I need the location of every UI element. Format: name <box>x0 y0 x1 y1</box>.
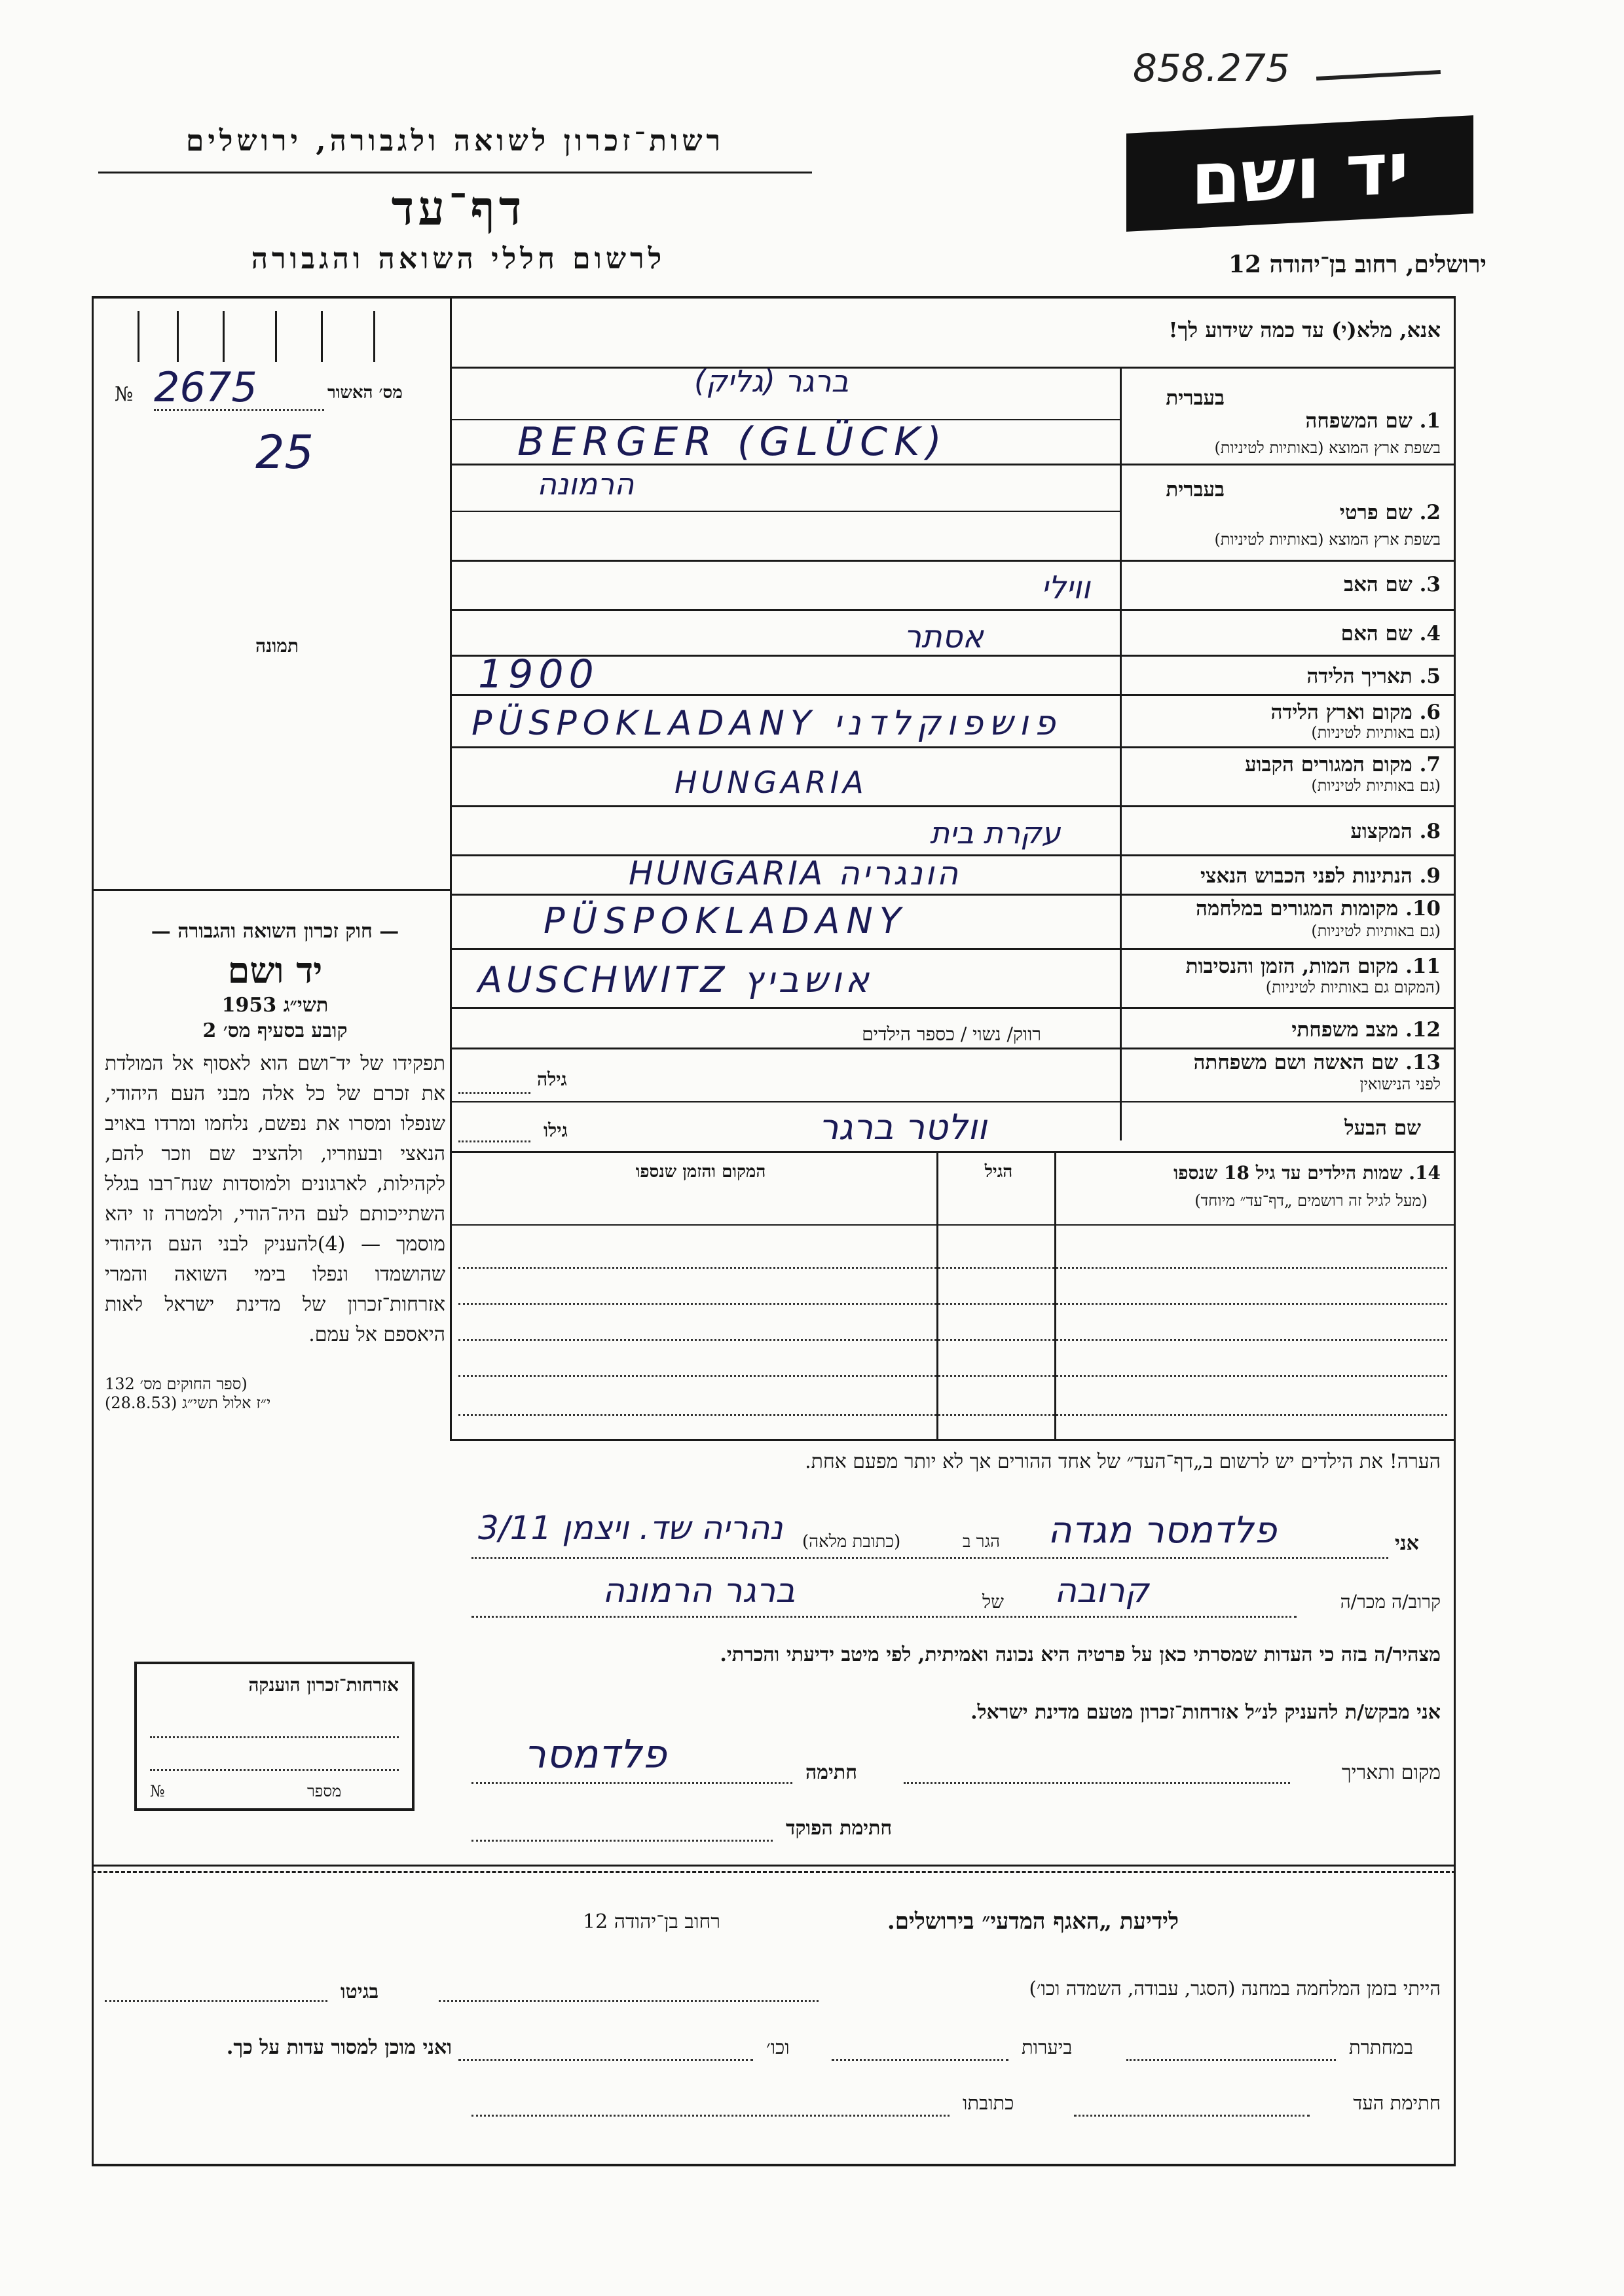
field-10-num: 10. <box>1405 897 1441 920</box>
field-1-sub: בשפת ארץ המוצא (באותיות לטיניות) <box>1214 439 1441 457</box>
children-title-text: שמות הילדים עד גיל 18 שנספו <box>1173 1162 1403 1184</box>
signature-label: חתימה <box>805 1761 857 1784</box>
field-9-num: 9. <box>1419 864 1441 888</box>
field-2-num: 2. <box>1419 501 1441 524</box>
field-6-sub: (גם באותיות לטיניות) <box>1311 723 1441 742</box>
field-5-label <box>1133 665 1441 688</box>
children-subtitle: (מעל לגיל זה רושמים „דף־עד״ מיוחד) <box>1194 1192 1428 1210</box>
scientific-dept-address: רחוב בן־יהודה 12 <box>583 1910 720 1933</box>
law-year: תשי״ג 1953 <box>221 994 329 1017</box>
header-address: ירושלים, רחוב בן־יהודה 12 <box>1228 251 1486 278</box>
law-box <box>105 920 445 1413</box>
birth-date: 1900 <box>478 651 599 697</box>
relative-label: קרוב/ה מכר/ה <box>1340 1591 1441 1613</box>
occupation: עקרת בית <box>930 815 1061 850</box>
field-2-title: שם פרטי <box>1339 501 1412 524</box>
photo-label: תמונה <box>255 635 299 657</box>
citizenship-number-label: מספר <box>307 1782 342 1800</box>
declarant-name: פלדמסר מגדה <box>1048 1509 1277 1552</box>
field-4-label <box>1133 622 1441 646</box>
field-3-title: שם האב <box>1344 573 1412 596</box>
camp-line: הייתי בזמן המלחמה במחנה (הסגר, עבודה, השמדה וכו׳) <box>1029 1977 1441 1999</box>
declarant-address-label: (כתובת מלאה) <box>802 1532 901 1552</box>
field-13-label <box>1133 1051 1441 1074</box>
field-4-num: 4. <box>1419 622 1441 646</box>
field-3-label <box>1133 573 1441 596</box>
scribbled-mark <box>1316 70 1441 81</box>
field-3-num: 3. <box>1419 573 1441 596</box>
field-10-label <box>1133 897 1441 920</box>
field-1-num: 1. <box>1419 409 1441 433</box>
willing-label: ואני מוכן למסור עדות על כך. <box>226 2036 452 2059</box>
approval-label: מס׳ האשור <box>327 383 403 403</box>
citizenship-box <box>134 1662 415 1811</box>
field-9-title: הנתינות לפני הכבוש הנאצי <box>1200 864 1412 888</box>
field-2-hebrew-note: בעברית <box>1166 478 1225 501</box>
field-10-title: מקומות המגורים במלחמה <box>1196 897 1399 920</box>
field-6-title: מקום וארץ הלידה <box>1270 701 1412 724</box>
approval-stub <box>111 311 426 363</box>
declarant-address: נהריה שד. ויצמן 3/11 <box>478 1509 783 1547</box>
birth-place: PÜSPOKLADANY פושפוקלדני <box>471 704 1061 743</box>
husband-age-label: גילו <box>544 1120 568 1141</box>
field-1-label <box>1133 409 1441 433</box>
form-subtitle: לרשום חללי השואה והגבורה <box>251 242 666 276</box>
of-value: ברגר הרמונה <box>602 1571 796 1611</box>
nationality: HUNGARIA הונגריה <box>629 854 961 892</box>
law-text: תפקידו של יד־ושם הוא לאסוף אל המולדת את זכרם של כל אלה מבני העם היהודי, שנפלו ומסרו את נפשם, נלחמו ומרדו באויב הנאצי ובעוזריו, ולהציב שם וזכר להם, לקהילות, לארגונים ולמוסדות שנח־רבו בגלל השתייכותם לעם היה־הודי, ולמטרה זו יהא מוסמך — (4)להעניק לבני העם היהודי שהושמדו ונפלו בימי השואה והמרי אזרחות־זכרון של מדינת ישראל לאות היאספם אל עמם. <box>105 1052 445 1346</box>
children-num: 14. <box>1409 1162 1441 1184</box>
signature-value: פלדמסר <box>524 1732 667 1777</box>
approval-number: 2675 <box>154 363 257 411</box>
field-6-num: 6. <box>1419 701 1441 724</box>
authority-name: רשות־זכרון לשואה ולגבורה, ירושלים <box>185 124 725 158</box>
official-signature-label: חתימת הפוקד <box>786 1817 893 1840</box>
field-2-label <box>1133 501 1441 524</box>
husband-label: שם הבעל <box>1344 1116 1421 1140</box>
etc-label: וכו׳ <box>766 2036 790 2058</box>
scientific-dept-title: לידיעת „האגף המדעי״ בירושלים. <box>887 1908 1179 1935</box>
forests-label: ביערות <box>1022 2036 1073 2058</box>
declaration-text: מצהיר/ה בזה כי העדות שמסרתי כאן על פרטיה היא נכונה ואמיתית, לפי מיטב ידיעתי והכרתי. <box>720 1643 1441 1666</box>
field-13-sub: לפני הנישואין <box>1359 1075 1441 1093</box>
declarant-i-label: אני <box>1395 1532 1419 1555</box>
wartime-residence: PÜSPOKLADANY <box>544 900 908 941</box>
handwritten-reference: 858.275 <box>1133 46 1290 90</box>
death-place: AUSCHWITZ אושביץ <box>478 959 874 1000</box>
law-title: — חוק זכרון השואה והגבורה — <box>151 920 399 943</box>
marital-status: רווק/ נשוי / כספר הילדים <box>862 1023 1041 1045</box>
underground-label: במחתרת <box>1349 2036 1413 2058</box>
wife-age-label: גילה <box>537 1068 567 1090</box>
field-11-sub: (המקום גם באותיות לטיניות) <box>1265 978 1441 996</box>
field-9-label <box>1133 864 1441 888</box>
children-age-header: הגיל <box>984 1162 1013 1182</box>
approval-sub-number: 25 <box>255 426 314 479</box>
declarant-resides-label: הגר ב <box>963 1532 1001 1552</box>
field-2-sub: בשפת ארץ המוצא (באותיות לטיניות) <box>1214 530 1441 549</box>
family-name-latin: BERGER (GLÜCK) <box>517 419 948 465</box>
field-7-num: 7. <box>1419 753 1441 776</box>
of-label: של <box>982 1591 1004 1613</box>
first-name-hebrew: הרמונה <box>537 466 635 501</box>
witness-address-label: כתובתו <box>963 2092 1014 2114</box>
field-8-label <box>1133 820 1441 843</box>
children-place-header: המקום והזמן שנספו <box>635 1162 766 1182</box>
field-8-title: המקצוע <box>1350 820 1412 843</box>
witness-signature-label: חתימת העד <box>1353 2092 1441 2114</box>
field-12-label <box>1133 1018 1441 1042</box>
field-5-title: תאריך הלידה <box>1306 665 1412 688</box>
children-title <box>1074 1162 1441 1184</box>
ghetto-label: בגיטו <box>341 1980 379 2003</box>
children-note: הערה! את הילדים יש לרשום ב„דף־העד״ של אחד ההורים אך לא יותר מפעם אחת. <box>805 1450 1441 1473</box>
relation-value: קרובה <box>1054 1571 1149 1611</box>
form-title: דף־עד <box>391 180 526 236</box>
request-text: אני מבקש/ת להעניק לנ״ל אזרחות־זכרון מטעם מדינת ישראל. <box>970 1701 1441 1724</box>
place-date-label: מקום ותאריך <box>1341 1761 1441 1784</box>
mother-name: אסתר <box>904 619 984 655</box>
field-11-label <box>1133 955 1441 978</box>
citizenship-title: אזרחות־זכרון הוענקה <box>248 1674 399 1696</box>
law-clause: קובע בסעיף מס׳ 2 <box>202 1019 348 1042</box>
field-13-title: שם האשה ושם משפחתה <box>1193 1051 1399 1074</box>
approval-no-symbol: № <box>115 383 134 406</box>
field-10-sub: (גם באותיות לטיניות) <box>1311 922 1441 940</box>
field-1-hebrew-note: בעברית <box>1166 386 1225 410</box>
logo-text: יד ושם <box>1190 126 1409 221</box>
father-name: ווילי <box>1041 570 1090 606</box>
law-name: יד ושם <box>227 949 323 991</box>
field-7-sub: (גם באותיות לטיניות) <box>1311 776 1441 795</box>
field-7-label <box>1133 753 1441 776</box>
field-7-title: מקום המגורים הקבוע <box>1245 753 1412 776</box>
law-date: י״ז אלול תשי״ג (28.8.53) <box>105 1394 271 1412</box>
field-1-title: שם המשפחה <box>1305 409 1412 433</box>
field-11-num: 11. <box>1405 955 1441 978</box>
family-name-hebrew: (גליק) ברגר <box>694 363 849 399</box>
citizenship-no-symbol: № <box>150 1782 165 1800</box>
intro-instruction: אנא, מלא(י) עד כמה שידוע לך! <box>1168 318 1441 342</box>
field-13-num: 13. <box>1405 1051 1441 1074</box>
field-11-title: מקום המות, הזמן והנסיבות <box>1185 955 1399 978</box>
field-4-title: שם האם <box>1340 622 1412 646</box>
residence: HUNGARIA <box>674 765 868 800</box>
field-5-num: 5. <box>1419 665 1441 688</box>
husband-name: וולטר ברגר <box>819 1106 987 1148</box>
field-6-label <box>1133 701 1441 724</box>
field-12-title: מצב משפחתי <box>1291 1018 1399 1042</box>
field-12-num: 12. <box>1405 1018 1441 1042</box>
yad-vashem-logo <box>1126 115 1473 232</box>
law-source: (ספר החוקים מס׳ 132 <box>105 1375 248 1393</box>
field-8-num: 8. <box>1419 820 1441 843</box>
